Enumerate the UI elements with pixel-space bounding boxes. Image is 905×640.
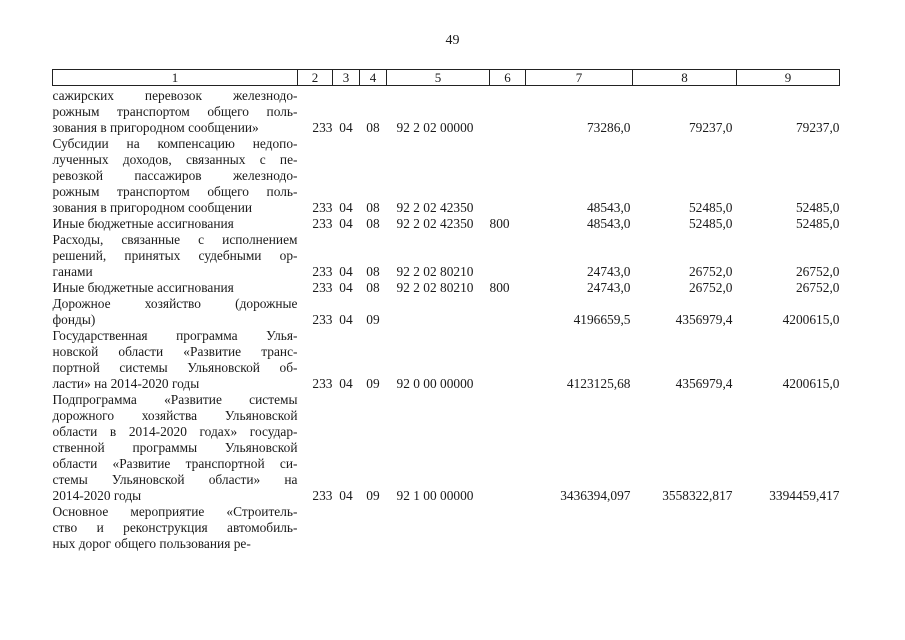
cell-col-3: 04 xyxy=(339,264,353,279)
cell-col-6: 800 xyxy=(489,280,510,295)
table-row xyxy=(53,296,840,328)
cell-col-7: 4123125,68 xyxy=(566,376,631,391)
page-number: 49 xyxy=(445,33,460,48)
cell-col-6: 800 xyxy=(489,216,510,231)
row-name-line: ных дорог общего пользования ре- xyxy=(52,536,251,551)
cell-col-7: 3436394,097 xyxy=(560,488,631,503)
cell-col-3: 04 xyxy=(339,200,353,215)
header-col-8: 8 xyxy=(633,70,737,86)
row-name-line: Расходы, связанные с исполнением xyxy=(52,232,298,247)
cell-col-9: 26752,0 xyxy=(795,280,840,295)
cell-col-6 xyxy=(490,392,526,504)
cell-col-9: 79237,0 xyxy=(795,120,840,135)
row-name-line: лученных доходов, связанных с пе- xyxy=(52,152,298,167)
row-name-line: ственной программы Ульяновской xyxy=(52,440,298,455)
table-row xyxy=(53,86,840,137)
cell-col-3: 04 xyxy=(339,120,353,135)
row-name xyxy=(53,280,298,296)
cell-col-2: 233 xyxy=(312,376,333,391)
row-name-line: новской области «Развитие транс- xyxy=(52,344,298,359)
cell-col-6 xyxy=(490,328,526,392)
cell-col-8: 79237,0 xyxy=(688,120,733,135)
cell-col-4: 09 xyxy=(366,488,380,503)
table-row xyxy=(53,216,840,232)
cell-col-7: 73286,0 xyxy=(586,120,631,135)
table-row xyxy=(53,392,840,504)
cell-col-8 xyxy=(633,504,737,552)
cell-col-9: 3394459,417 xyxy=(769,488,840,503)
cell-col-3: 04 xyxy=(339,488,353,503)
cell-col-5: 92 2 02 00000 xyxy=(396,120,474,135)
table-row xyxy=(53,232,840,280)
cell-col-5: 92 2 02 42350 xyxy=(396,200,474,215)
cell-col-8: 3558322,817 xyxy=(662,488,733,503)
header-col-4: 4 xyxy=(360,70,387,86)
cell-col-8: 26752,0 xyxy=(688,280,733,295)
cell-col-6 xyxy=(490,136,526,216)
cell-col-8: 26752,0 xyxy=(688,264,733,279)
cell-col-3: 04 xyxy=(339,216,353,231)
cell-col-9: 4200615,0 xyxy=(782,312,840,327)
row-name xyxy=(53,392,298,504)
cell-col-5 xyxy=(387,296,490,328)
cell-col-5: 92 2 02 80210 xyxy=(396,264,474,279)
row-name-line: Иные бюджетные ассигнования xyxy=(52,216,234,231)
cell-col-7: 4196659,5 xyxy=(573,312,631,327)
cell-col-8: 4356979,4 xyxy=(675,312,733,327)
row-name-line: стемы Ульяновской области» на xyxy=(52,472,298,487)
row-name-line: Государственная программа Улья- xyxy=(52,328,298,343)
cell-col-8: 52485,0 xyxy=(688,216,733,231)
budget-table xyxy=(52,69,840,552)
cell-col-2: 233 xyxy=(312,280,333,295)
cell-col-9 xyxy=(737,504,840,552)
cell-col-5: 92 1 00 00000 xyxy=(396,488,474,503)
cell-col-3: 04 xyxy=(339,280,353,295)
row-name-line: Основное мероприятие «Строитель- xyxy=(52,504,298,519)
row-name-line: сажирских перевозок железнодо- xyxy=(52,88,298,103)
cell-col-3: 04 xyxy=(339,376,353,391)
header-col-2: 2 xyxy=(298,70,333,86)
row-name-line: Дорожное хозяйство (дорожные xyxy=(52,296,298,311)
row-name xyxy=(53,504,298,552)
row-name-line: области в 2014-2020 годах» государ- xyxy=(52,424,298,439)
row-name xyxy=(53,328,298,392)
cell-col-5 xyxy=(387,504,490,552)
cell-col-7: 24743,0 xyxy=(586,280,631,295)
cell-col-7: 48543,0 xyxy=(586,200,631,215)
row-name-line: ганами xyxy=(52,264,93,279)
cell-col-8: 4356979,4 xyxy=(675,376,733,391)
header-col-1: 1 xyxy=(53,70,298,86)
cell-col-2: 233 xyxy=(312,216,333,231)
cell-col-4: 09 xyxy=(366,312,380,327)
cell-col-6 xyxy=(490,504,526,552)
cell-col-4: 08 xyxy=(366,120,380,135)
cell-col-5: 92 2 02 42350 xyxy=(396,216,474,231)
table-row xyxy=(53,504,840,552)
cell-col-6 xyxy=(490,232,526,280)
cell-col-4: 08 xyxy=(366,280,380,295)
row-name xyxy=(53,86,298,137)
cell-col-2: 233 xyxy=(312,200,333,215)
cell-col-9: 52485,0 xyxy=(795,200,840,215)
row-name xyxy=(53,296,298,328)
header-col-5: 5 xyxy=(387,70,490,86)
header-col-7: 7 xyxy=(526,70,633,86)
cell-col-6 xyxy=(490,86,526,137)
cell-col-2: 233 xyxy=(312,312,333,327)
header-row xyxy=(53,70,840,86)
cell-col-2: 233 xyxy=(312,264,333,279)
row-name-line: ласти» на 2014-2020 годы xyxy=(52,376,200,391)
cell-col-4: 09 xyxy=(366,376,380,391)
cell-col-9: 52485,0 xyxy=(795,216,840,231)
row-name xyxy=(53,232,298,280)
row-name-line: рожным транспортом общего поль- xyxy=(52,184,298,199)
row-name-line: Подпрограмма «Развитие системы xyxy=(52,392,298,407)
table-row xyxy=(53,280,840,296)
row-name-line: зования в пригородном сообщении xyxy=(52,200,253,215)
row-name-line: дорожного хозяйства Ульяновской xyxy=(52,408,298,423)
cell-col-4 xyxy=(360,504,387,552)
row-name-line: зования в пригородном сообщении» xyxy=(52,120,259,135)
cell-col-4: 08 xyxy=(366,216,380,231)
row-name-line: ревозкой пассажиров железнодо- xyxy=(52,168,298,183)
row-name-line: ство и реконструкция автомобиль- xyxy=(52,520,298,535)
cell-col-7: 24743,0 xyxy=(586,264,631,279)
header-col-3: 3 xyxy=(333,70,360,86)
cell-col-6 xyxy=(490,296,526,328)
row-name xyxy=(53,136,298,216)
row-name-line: фонды) xyxy=(52,312,96,327)
cell-col-2: 233 xyxy=(312,120,333,135)
table-row xyxy=(53,136,840,216)
cell-col-9: 26752,0 xyxy=(795,264,840,279)
cell-col-5: 92 2 02 80210 xyxy=(396,280,474,295)
cell-col-4: 08 xyxy=(366,200,380,215)
cell-col-9: 4200615,0 xyxy=(782,376,840,391)
header-col-6: 6 xyxy=(490,70,526,86)
cell-col-7 xyxy=(526,504,633,552)
cell-col-5: 92 0 00 00000 xyxy=(396,376,474,391)
row-name-line: 2014-2020 годы xyxy=(52,488,142,503)
row-name-line: портной системы Ульяновской об- xyxy=(52,360,298,375)
row-name-line: Субсидии на компенсацию недопо- xyxy=(52,136,298,151)
row-name-line: решений, принятых судебными ор- xyxy=(52,248,298,263)
cell-col-3 xyxy=(333,504,360,552)
cell-col-4: 08 xyxy=(366,264,380,279)
cell-col-2 xyxy=(298,504,333,552)
row-name-line: рожным транспортом общего поль- xyxy=(52,104,298,119)
cell-col-8: 52485,0 xyxy=(688,200,733,215)
row-name-line: Иные бюджетные ассигнования xyxy=(52,280,234,295)
cell-col-2: 233 xyxy=(312,488,333,503)
cell-col-3: 04 xyxy=(339,312,353,327)
cell-col-7: 48543,0 xyxy=(586,216,631,231)
row-name-line: области «Развитие транспортной си- xyxy=(52,456,298,471)
table-row xyxy=(53,328,840,392)
row-name xyxy=(53,216,298,232)
header-col-9: 9 xyxy=(737,70,840,86)
